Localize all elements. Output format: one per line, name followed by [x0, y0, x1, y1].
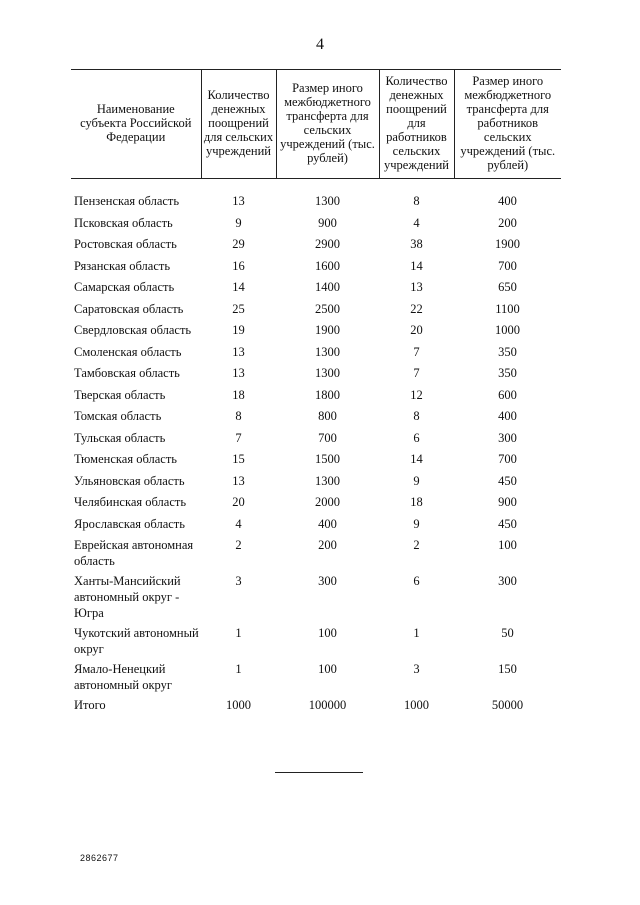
- rural-transfer-cell: 1600: [315, 258, 340, 273]
- region-cell: Ямало-Ненецкий автономный округ: [74, 662, 172, 692]
- worker-awards-cell: 38: [410, 237, 423, 251]
- document-code: 2862677: [80, 853, 119, 863]
- end-divider: [275, 772, 363, 773]
- worker-transfer-cell: 300: [498, 430, 517, 445]
- table-row: [71, 322, 561, 344]
- rural-transfer-cell: 1300: [315, 194, 340, 208]
- worker-awards-cell: 8: [413, 409, 420, 423]
- table-row: [71, 344, 561, 366]
- region-cell: Тверская область: [74, 387, 166, 402]
- total-worker-awards-cell: 1000: [404, 698, 429, 712]
- region-cell: Тульская область: [74, 430, 166, 445]
- worker-transfer-cell: 450: [498, 473, 517, 488]
- worker-transfer-cell: 350: [498, 344, 517, 359]
- rural-transfer-cell: 1900: [315, 323, 340, 337]
- rural-awards-cell: 14: [232, 280, 245, 294]
- table-row: [71, 516, 561, 538]
- header-worker-awards-count: Количество денежных поощрений для работников сельских учреждений: [379, 70, 454, 179]
- rural-awards-cell: 19: [232, 323, 245, 337]
- total-label: Итого: [74, 698, 106, 712]
- table-row: [71, 661, 561, 697]
- worker-transfer-cell: 450: [498, 516, 517, 531]
- worker-awards-cell: 22: [410, 301, 423, 316]
- region-cell: Ханты-Мансийский автономный округ - Югра: [74, 574, 181, 620]
- header-rural-transfer-amount: Размер иного межбюджетного трансферта для сельских учреждений (тыс. рублей): [276, 70, 379, 179]
- worker-awards-cell: 7: [413, 366, 420, 380]
- rural-awards-cell: 18: [232, 387, 245, 402]
- header-rural-awards-count: Количество денежных поощрений для сельских учреждений: [201, 70, 276, 179]
- rural-awards-cell: 3: [235, 574, 242, 588]
- rural-awards-cell: 16: [232, 258, 245, 273]
- worker-awards-cell: 20: [410, 323, 423, 337]
- table-header-row: [71, 70, 561, 179]
- region-cell: Томская область: [74, 409, 162, 423]
- rural-transfer-cell: 1300: [315, 344, 340, 359]
- worker-transfer-cell: 150: [498, 662, 517, 676]
- table-row: [71, 279, 561, 301]
- worker-awards-cell: 6: [413, 574, 420, 588]
- region-cell: Челябинская область: [74, 495, 187, 509]
- rural-awards-cell: 13: [232, 344, 245, 359]
- region-cell: Псковская область: [74, 215, 173, 230]
- table-row: [71, 215, 561, 237]
- total-row: [71, 697, 561, 718]
- region-cell: Самарская область: [74, 280, 175, 294]
- worker-transfer-cell: 1000: [495, 323, 520, 337]
- region-cell: Ростовская область: [74, 237, 177, 251]
- rural-transfer-cell: 2000: [315, 495, 340, 509]
- table-row: [71, 258, 561, 280]
- worker-awards-cell: 18: [410, 495, 423, 509]
- table-row: [71, 537, 561, 573]
- region-cell: Чукотский автономный округ: [74, 626, 199, 656]
- rural-transfer-cell: 2500: [315, 301, 340, 316]
- worker-awards-cell: 8: [413, 194, 420, 208]
- worker-transfer-cell: 100: [498, 538, 517, 552]
- page-number: 4: [316, 36, 324, 53]
- rural-awards-cell: 2: [235, 538, 242, 552]
- rural-transfer-cell: 800: [318, 409, 337, 423]
- rural-awards-cell: 15: [232, 452, 245, 466]
- region-cell: Саратовская область: [74, 301, 184, 316]
- worker-transfer-cell: 650: [498, 280, 517, 294]
- region-cell: Свердловская область: [74, 323, 192, 337]
- rural-awards-cell: 1: [235, 626, 242, 640]
- rural-transfer-cell: 100: [318, 662, 337, 676]
- region-cell: Смоленская область: [74, 344, 182, 359]
- rural-awards-cell: 13: [232, 194, 245, 208]
- total-rural-transfer-cell: 100000: [308, 698, 347, 712]
- rural-transfer-cell: 2900: [315, 237, 340, 251]
- transfer-table: [71, 69, 561, 718]
- worker-awards-cell: 3: [413, 662, 420, 676]
- worker-awards-cell: 9: [413, 473, 420, 488]
- worker-transfer-cell: 600: [498, 387, 517, 402]
- rural-transfer-cell: 300: [318, 574, 337, 588]
- table-row: [71, 430, 561, 452]
- rural-awards-cell: 7: [235, 430, 242, 445]
- worker-transfer-cell: 200: [498, 215, 517, 230]
- region-cell: Еврейская автономная область: [74, 538, 194, 568]
- worker-transfer-cell: 300: [498, 574, 517, 588]
- rural-transfer-cell: 700: [318, 430, 337, 445]
- table-row: [71, 625, 561, 661]
- total-rural-awards-cell: 1000: [226, 698, 251, 712]
- worker-awards-cell: 14: [410, 258, 423, 273]
- table-row: [71, 365, 561, 387]
- rural-awards-cell: 8: [235, 409, 242, 423]
- table-row: [71, 451, 561, 473]
- rural-transfer-cell: 1400: [315, 280, 340, 294]
- rural-awards-cell: 13: [232, 473, 245, 488]
- worker-transfer-cell: 700: [498, 452, 517, 466]
- table-row: [71, 193, 561, 215]
- rural-awards-cell: 20: [232, 495, 245, 509]
- region-cell: Тюменская область: [74, 452, 177, 466]
- worker-transfer-cell: 1900: [495, 237, 520, 251]
- worker-transfer-cell: 400: [498, 409, 517, 423]
- rural-transfer-cell: 400: [318, 516, 337, 531]
- table-row: [71, 301, 561, 323]
- table-row: [71, 387, 561, 409]
- table-row: [71, 494, 561, 516]
- worker-transfer-cell: 350: [498, 366, 517, 380]
- worker-transfer-cell: 700: [498, 258, 517, 273]
- rural-awards-cell: 1: [235, 662, 242, 676]
- table-row: [71, 473, 561, 495]
- table-row: [71, 236, 561, 258]
- rural-transfer-cell: 100: [318, 626, 337, 640]
- rural-transfer-cell: 1300: [315, 366, 340, 380]
- region-cell: Ярославская область: [74, 516, 185, 531]
- worker-transfer-cell: 50: [501, 626, 514, 640]
- worker-awards-cell: 6: [413, 430, 420, 445]
- worker-awards-cell: 13: [410, 280, 423, 294]
- rural-awards-cell: 25: [232, 301, 245, 316]
- region-cell: Ульяновская область: [74, 473, 185, 488]
- region-cell: Рязанская область: [74, 258, 171, 273]
- worker-transfer-cell: 900: [498, 495, 517, 509]
- worker-awards-cell: 14: [410, 452, 423, 466]
- worker-awards-cell: 9: [413, 516, 420, 531]
- region-cell: Тамбовская область: [74, 366, 180, 380]
- header-region: Наименование субъекта Российской Федерации: [71, 70, 201, 179]
- worker-transfer-cell: 400: [498, 194, 517, 208]
- table-spacer: [71, 179, 561, 194]
- table-body: [71, 179, 561, 719]
- rural-awards-cell: 4: [235, 516, 242, 531]
- worker-awards-cell: 4: [413, 215, 420, 230]
- region-cell: Пензенская область: [74, 194, 180, 208]
- rural-awards-cell: 13: [232, 366, 245, 380]
- worker-awards-cell: 2: [413, 538, 420, 552]
- rural-transfer-cell: 1800: [315, 387, 340, 402]
- rural-awards-cell: 9: [235, 215, 242, 230]
- rural-transfer-cell: 1300: [315, 473, 340, 488]
- total-worker-transfer-cell: 50000: [491, 698, 524, 712]
- table-row: [71, 408, 561, 430]
- worker-transfer-cell: 1100: [495, 301, 520, 316]
- worker-awards-cell: 1: [413, 626, 420, 640]
- rural-awards-cell: 29: [232, 237, 245, 251]
- rural-transfer-cell: 1500: [315, 452, 340, 466]
- worker-awards-cell: 12: [410, 387, 423, 402]
- rural-transfer-cell: 900: [318, 215, 337, 230]
- worker-awards-cell: 7: [413, 344, 420, 359]
- table-row: [71, 573, 561, 625]
- rural-transfer-cell: 200: [318, 538, 337, 552]
- header-worker-transfer-amount: Размер иного межбюджетного трансферта для работников сельских учреждений (тыс. рублей): [454, 70, 561, 179]
